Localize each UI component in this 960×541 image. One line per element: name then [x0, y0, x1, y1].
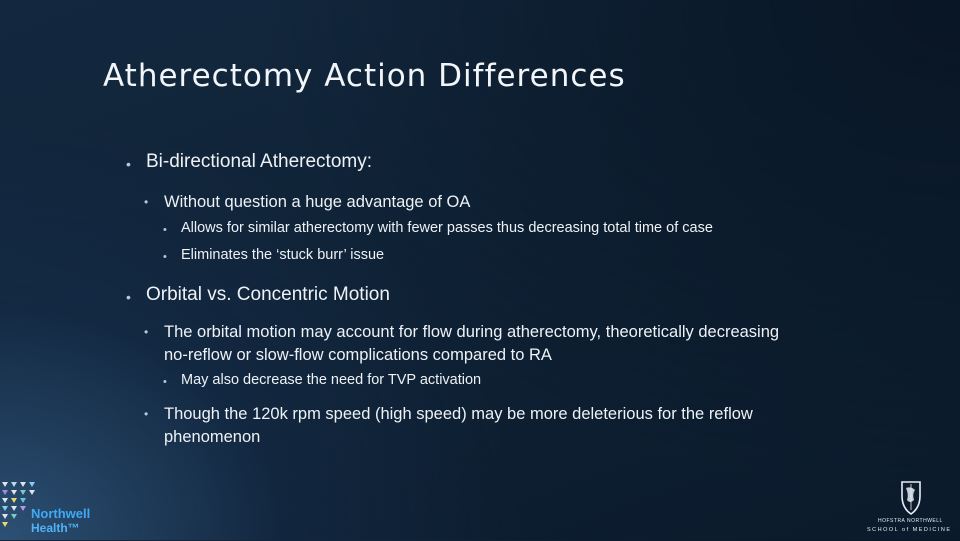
bullet-dot: • — [163, 251, 167, 263]
bullet-text: May also decrease the need for TVP activation — [181, 372, 482, 388]
bullet-dot: • — [144, 407, 149, 421]
bullet-text: Bi-directional Atherectomy: — [146, 151, 372, 172]
school-name-line2: SCHOOL of MEDICINE — [867, 527, 952, 533]
bullet-orbital-vs-concentric — [126, 284, 390, 310]
page-title: Atherectomy Action Differences — [103, 58, 626, 94]
bullet-text: Though the 120k rpm speed (high speed) may be more deleterious for the reflow phenomenon — [164, 405, 753, 446]
bullet-dot: • — [126, 289, 131, 305]
bullet-bidirectional — [126, 151, 372, 177]
bullet-dot: • — [144, 195, 149, 209]
bullet-tvp-activation — [163, 372, 481, 392]
bullet-dot: • — [163, 224, 167, 236]
bullet-rpm-speed — [144, 403, 844, 449]
bullet-stuck-burr — [163, 247, 384, 267]
bullet-text: Orbital vs. Concentric Motion — [146, 284, 390, 305]
bullet-dot: • — [163, 376, 167, 388]
bullet-text: The orbital motion may account for flow during atherectomy, theoretically decreasing no-reflow or slow-flow complications compared to RA — [164, 323, 780, 364]
bullet-fewer-passes — [163, 220, 713, 240]
bullet-dot: • — [144, 325, 149, 339]
bullet-advantage-oa — [144, 191, 470, 214]
bullet-dot: • — [126, 156, 131, 172]
northwell-wordmark: Northwell — [31, 506, 91, 521]
crest-icon — [862, 478, 952, 518]
bullet-orbital-motion — [144, 321, 804, 367]
bullet-text: Eliminates the ‘stuck burr’ issue — [181, 247, 385, 263]
bullet-text: Allows for similar atherectomy with fewer passes thus decreasing total time of case — [181, 220, 713, 236]
northwell-wordmark-sub: Health™ — [31, 521, 80, 535]
bullet-text: Without question a huge advantage of OA — [164, 193, 471, 211]
school-name-line1: HOFSTRA NORTHWELL — [878, 518, 943, 524]
